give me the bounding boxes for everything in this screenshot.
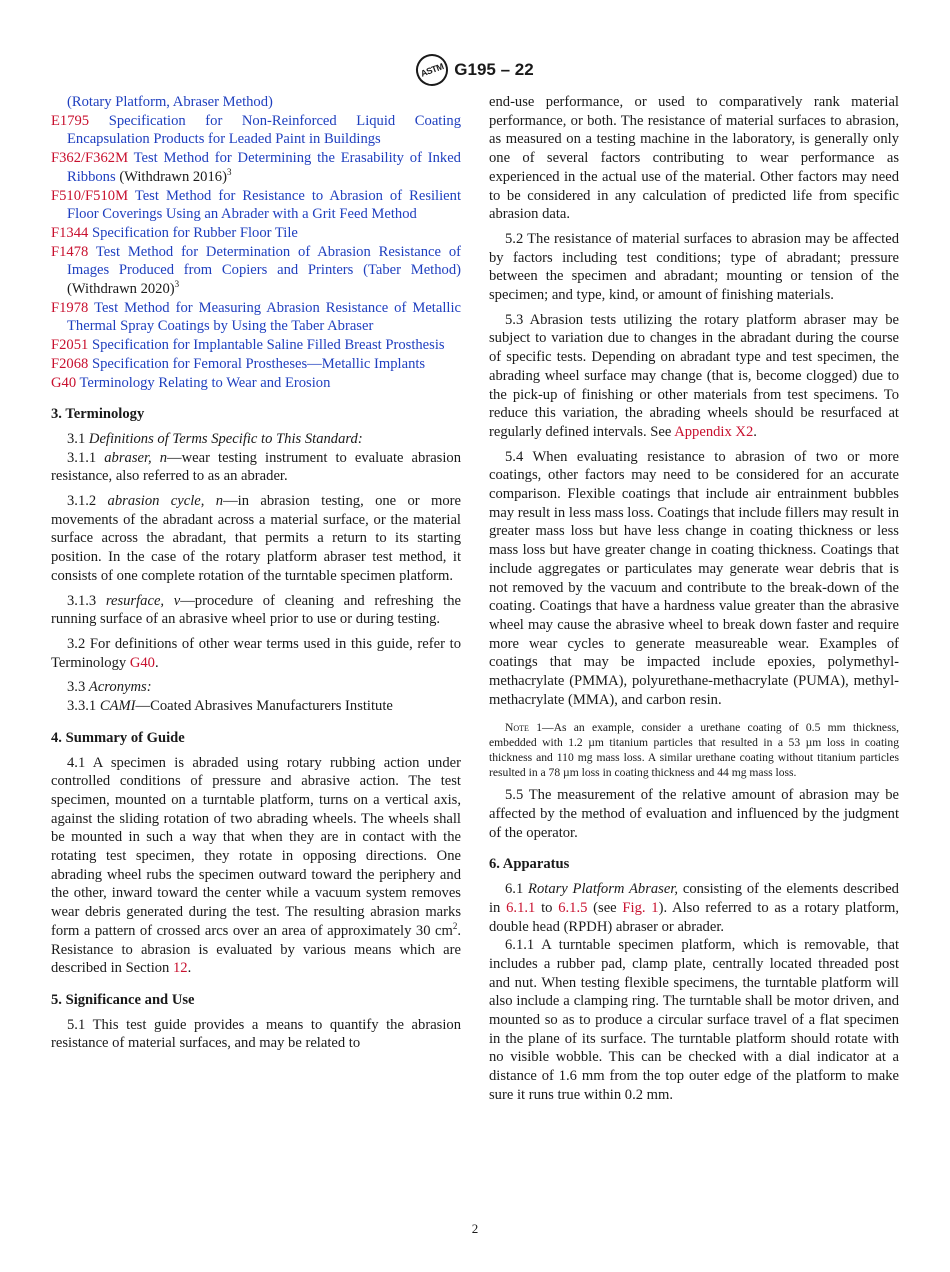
term: resurface, v [105, 592, 181, 609]
definition: —in abrasion testing, one or more movements of the abradant across a material surface, or the material surface across the abradant, that permits a return to its starting position. In the case of the rotary platform abraser test method, it consists of one complete rotation of the turntable specimen platform. [51, 493, 461, 584]
reference-code-link[interactable]: G40 [51, 374, 77, 391]
paragraph-6-1-1: 6.1.1 A turntable specimen platform, which is removable, that includes a rubber pad, clamp plate, centrally located threaded post and nut. When testing flexible specimens, the turntable platform will also include a clamping ring. The turntable shall be motor driven, and mounted so as to produce a circular surface travel of a flat specimen in the plane of its surface. The turntable platform should rotate with no visible wobble. This can be checked with a dial indicator at a distance of 1.6 mm from the top outer edge of the platform to make sure it runs true within 0.2 mm. [489, 937, 899, 1103]
reference-code-link[interactable]: F510/F510M [51, 187, 129, 204]
reference-list [51, 93, 461, 392]
reference-item [51, 355, 461, 374]
reference-title-link[interactable]: Specification for Non-Reinforced Liquid Coating Encapsulation Products for Leaded Paint in Buildings [67, 112, 461, 148]
reference-item [51, 336, 461, 355]
clause-6-1-1-link[interactable]: 6.1.1 [506, 899, 536, 916]
paragraph-5-3: 5.3 Abrasion tests utilizing the rotary platform abraser may be subject to variation due to changes in the abradant during the course of specific tests. Depending on abradant type and test specimen, the abrading wheel surface may change (that is, become clogged) due to the pick-up of finishing or other materials from test specimens. To reduce this variation, the abrading wheels should be resurfaced at regularly defined intervals. See Appendix X2. [489, 311, 899, 440]
page-header [0, 55, 950, 85]
note-text: —As an example, consider a urethane coating of 0.5 mm thickness, embedded with 1.2 µm titanium particles that resulted in a 53 µm loss in coating thickness and 110 mg mass loss. A similar urethane coating without titanium particles resulted in a 78 µm loss in coating thickness and 44 mg mass loss. [489, 720, 899, 780]
clause-title: Acronyms: [88, 679, 152, 696]
reference-code-link[interactable]: F2068 [51, 355, 89, 372]
reference-title-link[interactable]: Test Method for Determination of Abrasion Resistance of Images Produced from Copiers and Printers (Taber Method) [67, 243, 461, 279]
paragraph-5-1-continued: end-use performance, or used to comparatively rank material performance, or both. The resistance of material surfaces to abrasion, as measured on a testing machine in the laboratory, is generally only one of several factors contributing to wear performance as experienced in the actual use of the material. Other factors may need to be considered in any calculation of predicted life from specific abrasion data. [489, 94, 899, 223]
paragraph-6-1 [489, 880, 899, 936]
appendix-x2-link[interactable]: Appendix X2 [674, 423, 754, 440]
paragraph-3-1-1 [51, 449, 461, 486]
reference-title-link[interactable]: Specification for Implantable Saline Filled Breast Prosthesis [91, 337, 445, 354]
paragraph-3-2: 3.2 For definitions of other wear terms used in this guide, refer to Terminology G40. [51, 635, 461, 671]
withdrawn-note: (Withdrawn 2016) [119, 168, 227, 185]
right-column [489, 93, 899, 1105]
clause-6-1-5-link[interactable]: 6.1.5 [558, 899, 588, 916]
reference-item [51, 149, 461, 186]
reference-title-link[interactable]: Terminology Relating to Wear and Erosion [79, 374, 331, 391]
reference-title-link[interactable]: (Rotary Platform, Abraser Method) [67, 94, 273, 110]
reference-item [51, 112, 461, 149]
reference-code-link[interactable]: F1478 [51, 243, 89, 260]
reference-title-link[interactable]: Test Method for Resistance to Abrasion of Resilient Floor Coverings Using an Abrader with a Grit Feed Method [67, 187, 461, 223]
astm-logo [412, 49, 453, 90]
clause-number: 3.1 [67, 430, 86, 447]
section-heading-summary: 4. Summary of Guide [51, 729, 185, 746]
paragraph-3-3-1 [51, 697, 461, 716]
withdrawn-note: (Withdrawn 2020) [67, 281, 175, 298]
paragraph-text: 4.1 A specimen is abraded using rotary rubbing action under controlled conditions of pressure and abrasive action. The test specimen, mounted on a turntable platform, turns on a vertical axis, against the sliding rotation of two abrading wheels. The wheels shall be mounted in such a way that when they are in contact with the rotating test specimen, they rotate in opposing directions. One abrading wheel rubs the specimen outward toward the periphery and the other, inward toward the center while a vacuum system removes wear debris generated during the test. The resulting abrasion marks form a pattern of crossed arcs over an area of approximately 30 cm [51, 754, 461, 939]
reference-item [51, 299, 461, 336]
logo-text: ASTM [419, 61, 446, 79]
paragraph-5-2: 5.2 The resistance of material surfaces to abrasion may be affected by factors including test conditions; type of abradant; pressure between the specimen and abradant; mounting or tension of the specimen; and type, kind, or amount of finishing materials. [489, 230, 899, 304]
clause-number: 3.1.3 [67, 592, 97, 609]
reference-item [51, 93, 461, 112]
reference-item [51, 187, 461, 224]
clause-number: 3.3 [67, 679, 86, 696]
definition: —Coated Abrasives Manufacturers Institute [135, 698, 393, 715]
clause-title: Definitions of Terms Specific to This Standard: [88, 430, 363, 447]
clause-number: 3.1.2 [67, 493, 97, 510]
footnote-mark: 3 [174, 279, 180, 290]
reference-code-link[interactable]: F2051 [51, 337, 89, 354]
paragraph-5-1: 5.1 This test guide provides a means to quantify the abrasion resistance of material surfaces, and may be related to [51, 1016, 461, 1052]
term: abraser, n [104, 449, 168, 466]
reference-code-link[interactable]: F362/F362M [51, 150, 129, 167]
paragraph-3-3 [51, 678, 461, 697]
document-id: G195 – 22 [454, 60, 534, 79]
paragraph-5-5: 5.5 The measurement of the relative amount of abrasion may be affected by the method of evaluation and influenced by the judgment of the operator. [489, 787, 899, 841]
reference-title-link[interactable]: Test Method for Measuring Abrasion Resistance of Metallic Thermal Spray Coatings by Using the Taber Abraser [67, 299, 461, 335]
paragraph-3-1-3 [51, 592, 461, 629]
paragraph-text: to [541, 899, 553, 916]
paragraph-text: ). Also referred to as a rotary platform, double head (RPDH) abraser or abrader. [489, 899, 900, 935]
paragraph-text: 3.2 For definitions of other wear terms used in this guide, refer to Terminology [51, 635, 461, 671]
clause-number: 3.3.1 [67, 698, 97, 715]
terminology-g40-link[interactable]: G40 [129, 654, 155, 671]
definition: —wear testing instrument to evaluate abrasion resistance, also referred to as an abrader. [51, 449, 461, 485]
figure-1-link[interactable]: Fig. 1 [622, 899, 659, 916]
clause-number: 6.1 [505, 881, 524, 898]
term: CAMI [99, 698, 136, 715]
left-column [51, 93, 461, 1053]
paragraph-text: consisting of the elements described in [489, 881, 899, 916]
reference-title-link[interactable]: Test Method for Determining the Erasability of Inked Ribbons [67, 150, 461, 185]
paragraph-4-1: 4.1 A specimen is abraded using rotary rubbing action under controlled conditions of pressure and abrasive action. The test specimen, mounted on a turntable platform, turns on a vertical axis, against the sliding rotation of two abrading wheels. The wheels shall be mounted in such a way that when they are in contact with the rotating test specimen, they rotate in opposing directions. One abrading wheel rubs the specimen outward toward the periphery and the other, inward toward the center while a vacuum system removes wear debris generated during the test. The resulting abrasion marks form a pattern of crossed arcs over an area of approximately 30 $cm^2$. Resistance to abrasion is evaluated by various means which are described in Section 12. [51, 754, 461, 977]
reference-code-link[interactable]: F1978 [51, 299, 89, 316]
paragraph-text: 5.3 Abrasion tests utilizing the rotary platform abraser may be subject to variation due to changes in the abradant during the course of specific tests. Depending on abradant type and test specimen, the abrading wheel surface may change (that is, become clogged) due to the pick-up of finishing or other materials from test specimens. To reduce this variation, the abrading wheels should be resurfaced at regularly defined intervals. See [489, 311, 899, 440]
paragraph-text: . Resistance to abrasion is evaluated by various means which are described in Section [51, 922, 461, 977]
reference-item [51, 374, 461, 393]
superscript: 2 [452, 920, 458, 931]
reference-title-link[interactable]: Specification for Femoral Prostheses—Metallic Implants [91, 355, 426, 372]
reference-title-link[interactable]: Specification for Rubber Floor Tile [91, 224, 298, 241]
clause-title: Rotary Platform Abraser, [528, 881, 679, 898]
page-number: 2 [471, 1221, 479, 1236]
paragraph-text: (see [593, 899, 617, 916]
clause-number: 3.1.1 [67, 449, 97, 466]
section-heading-apparatus: 6. Apparatus [489, 856, 570, 873]
footnote-mark: 3 [226, 166, 232, 177]
section-12-link[interactable]: 12 [173, 960, 188, 977]
definition: —procedure of cleaning and refreshing the running surface of an abrasive wheel prior to use or during testing. [51, 592, 462, 628]
note-label: Note 1 [505, 720, 542, 734]
reference-code-link[interactable]: E1795 [51, 112, 90, 129]
reference-code-link[interactable]: F1344 [51, 224, 89, 241]
note-1 [489, 720, 899, 781]
reference-item [51, 243, 461, 299]
section-heading-significance: 5. Significance and Use [51, 991, 195, 1008]
term: abrasion cycle, n [107, 493, 224, 510]
paragraph-5-4: 5.4 When evaluating resistance to abrasion of two or more coatings, other factors may need to be considered for an accurate comparison. Flexible coatings that include air entrainment bubbles may result in less mass loss. Coatings that include fillers may result in greater mass loss but have less change in coating thickness or less mass loss but have greater change in coating thickness. Coatings that include aggregates or particulates may generate wear debris that is not removed by the vacuum and contribute to the break-down of the coating. Coatings that have a hardness value greater than the abrasive wheel may cause the abrasive wheel to break down faster and require more wear cycles to generate measureable wear. Examples of coatings that may be impacted include epoxies, polymethyl-methacrylate (PMMA), polyurethane-methacrylate (PUMA), methyl-methacrylate (MMA), and carbon resin. [489, 448, 899, 708]
paragraph-3-1-2 [51, 492, 461, 586]
paragraph-3-1 [51, 430, 461, 449]
reference-item [51, 224, 461, 243]
section-heading-terminology: 3. Terminology [51, 406, 145, 423]
